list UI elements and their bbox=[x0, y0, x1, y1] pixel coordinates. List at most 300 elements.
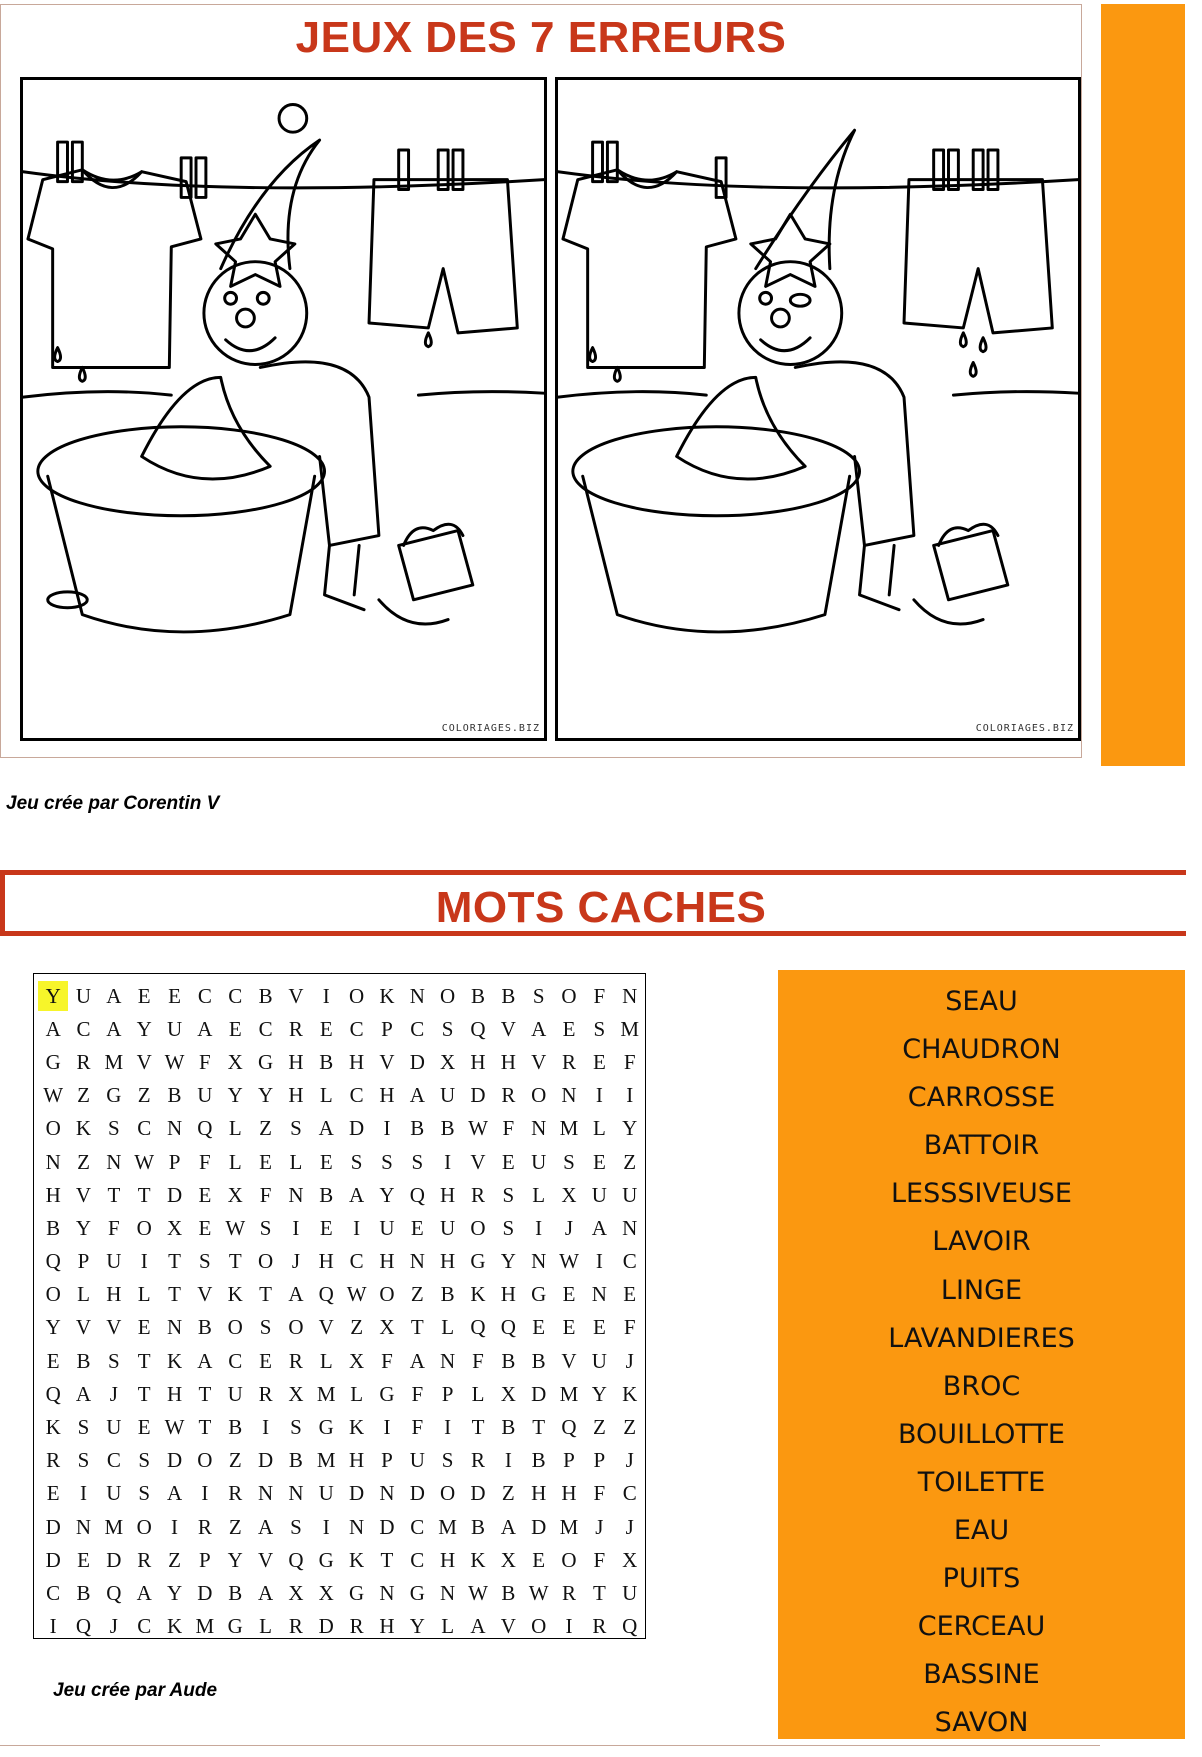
grid-cell[interactable]: S bbox=[441, 1016, 454, 1041]
grid-cell[interactable]: B bbox=[470, 1514, 485, 1539]
grid-cell[interactable]: E bbox=[46, 1481, 60, 1506]
grid-cell[interactable]: X bbox=[166, 1215, 183, 1240]
grid-cell[interactable]: Y bbox=[257, 1083, 274, 1108]
grid-cell[interactable]: H bbox=[440, 1547, 456, 1572]
grid-cell[interactable]: G bbox=[227, 1614, 243, 1639]
grid-cell[interactable]: I bbox=[444, 1415, 452, 1440]
grid-cell[interactable]: E bbox=[592, 1049, 606, 1074]
grid-cell[interactable]: E bbox=[168, 983, 181, 1008]
grid-cell[interactable]: B bbox=[288, 1448, 303, 1473]
grid-cell[interactable]: A bbox=[318, 1116, 334, 1141]
grid-cell[interactable]: E bbox=[319, 1016, 333, 1041]
grid-cell[interactable]: C bbox=[410, 1016, 425, 1041]
grid-cell[interactable]: G bbox=[45, 1049, 61, 1074]
grid-cell[interactable]: L bbox=[441, 1315, 455, 1340]
grid-cell[interactable]: E bbox=[501, 1149, 515, 1174]
grid-cell[interactable]: N bbox=[409, 983, 425, 1008]
grid-cell[interactable]: B bbox=[440, 1282, 455, 1307]
grid-cell[interactable]: N bbox=[106, 1149, 122, 1174]
grid-cell[interactable]: A bbox=[288, 1282, 304, 1307]
grid-cell[interactable]: I bbox=[292, 1215, 300, 1240]
grid-cell[interactable]: I bbox=[383, 1415, 391, 1440]
grid-cell[interactable]: B bbox=[228, 1415, 243, 1440]
grid-cell[interactable]: V bbox=[106, 1315, 122, 1340]
grid-cell[interactable]: X bbox=[379, 1315, 395, 1340]
grid-cell[interactable]: L bbox=[471, 1381, 485, 1406]
grid-cell[interactable]: L bbox=[77, 1282, 90, 1307]
grid-cell[interactable]: C bbox=[228, 983, 243, 1008]
grid-cell[interactable]: P bbox=[381, 1448, 393, 1473]
grid-cell[interactable]: I bbox=[201, 1481, 209, 1506]
grid-cell[interactable]: S bbox=[350, 1149, 363, 1174]
grid-cell[interactable]: B bbox=[76, 1580, 91, 1605]
grid-cell[interactable]: H bbox=[288, 1049, 304, 1074]
grid-cell[interactable]: B bbox=[197, 1315, 212, 1340]
grid-cell[interactable]: I bbox=[322, 1514, 330, 1539]
grid-cell[interactable]: P bbox=[199, 1547, 211, 1572]
grid-cell[interactable]: Z bbox=[410, 1282, 424, 1307]
grid-cell[interactable]: S bbox=[290, 1415, 302, 1440]
grid-cell[interactable]: Y bbox=[591, 1381, 607, 1406]
grid-cell[interactable]: I bbox=[262, 1415, 270, 1440]
grid-cell[interactable]: F bbox=[199, 1049, 211, 1074]
grid-cell[interactable]: Z bbox=[623, 1149, 637, 1174]
grid-cell[interactable]: H bbox=[561, 1481, 577, 1506]
grid-cell[interactable]: D bbox=[409, 1049, 425, 1074]
grid-cell[interactable]: A bbox=[591, 1215, 607, 1240]
grid-cell[interactable]: J bbox=[109, 1381, 118, 1406]
grid-cell[interactable]: T bbox=[168, 1282, 181, 1307]
grid-cell[interactable]: P bbox=[77, 1249, 90, 1274]
grid-cell[interactable]: K bbox=[166, 1614, 183, 1639]
grid-cell[interactable]: P bbox=[168, 1149, 181, 1174]
grid-cell[interactable]: V bbox=[470, 1149, 486, 1174]
grid-cell[interactable]: H bbox=[500, 1282, 516, 1307]
grid-cell[interactable]: N bbox=[257, 1481, 274, 1506]
grid-cell[interactable]: R bbox=[288, 1348, 303, 1373]
grid-cell[interactable]: A bbox=[257, 1514, 274, 1539]
grid-cell[interactable]: U bbox=[591, 1348, 607, 1373]
grid-cell[interactable]: R bbox=[592, 1614, 607, 1639]
grid-cell[interactable]: Q bbox=[197, 1116, 213, 1141]
grid-cell[interactable]: R bbox=[288, 1016, 303, 1041]
grid-cell[interactable]: M bbox=[438, 1514, 457, 1539]
grid-cell[interactable]: S bbox=[290, 1116, 302, 1141]
grid-cell[interactable]: C bbox=[410, 1547, 425, 1572]
grid-cell[interactable]: K bbox=[470, 1547, 486, 1572]
grid-cell[interactable]: U bbox=[75, 983, 92, 1008]
grid-cell[interactable]: Q bbox=[45, 1381, 61, 1406]
grid-cell[interactable]: G bbox=[318, 1547, 334, 1572]
grid-cell[interactable]: S bbox=[502, 1182, 515, 1207]
grid-cell[interactable]: X bbox=[622, 1547, 638, 1572]
grid-cell[interactable]: N bbox=[409, 1249, 425, 1274]
grid-cell[interactable]: T bbox=[380, 1547, 394, 1572]
grid-cell[interactable]: T bbox=[532, 1415, 546, 1440]
grid-cell[interactable]: I bbox=[140, 1249, 148, 1274]
grid-cell[interactable]: Y bbox=[166, 1580, 183, 1605]
grid-cell[interactable]: M bbox=[559, 1514, 579, 1539]
grid-cell[interactable]: A bbox=[197, 1348, 213, 1373]
grid-cell[interactable]: O bbox=[531, 1083, 547, 1108]
grid-cell[interactable]: V bbox=[136, 1049, 152, 1074]
grid-cell[interactable]: X bbox=[227, 1049, 243, 1074]
grid-cell[interactable]: K bbox=[75, 1116, 92, 1141]
grid-cell[interactable]: X bbox=[288, 1580, 304, 1605]
grid-cell[interactable]: Q bbox=[288, 1547, 304, 1572]
grid-cell[interactable]: J bbox=[595, 1514, 604, 1539]
grid-cell[interactable]: C bbox=[622, 1249, 637, 1274]
grid-cell[interactable]: M bbox=[104, 1514, 124, 1539]
grid-cell[interactable]: S bbox=[502, 1215, 515, 1240]
grid-cell[interactable]: N bbox=[379, 1481, 395, 1506]
grid-cell[interactable]: N bbox=[288, 1182, 304, 1207]
grid-cell[interactable]: X bbox=[561, 1182, 577, 1207]
grid-cell[interactable]: O bbox=[531, 1614, 547, 1639]
grid-cell[interactable]: W bbox=[528, 1580, 549, 1605]
grid-cell[interactable]: U bbox=[106, 1415, 122, 1440]
grid-cell[interactable]: N bbox=[561, 1083, 577, 1108]
grid-cell[interactable]: O bbox=[257, 1249, 274, 1274]
grid-cell[interactable]: R bbox=[228, 1481, 243, 1506]
grid-cell[interactable]: R bbox=[470, 1448, 485, 1473]
grid-cell[interactable]: S bbox=[259, 1315, 272, 1340]
grid-cell[interactable]: W bbox=[559, 1249, 579, 1274]
grid-cell[interactable]: Y bbox=[227, 1547, 243, 1572]
grid-cell[interactable]: E bbox=[562, 1016, 576, 1041]
grid-cell[interactable]: A bbox=[470, 1614, 486, 1639]
grid-cell[interactable]: A bbox=[409, 1348, 425, 1373]
grid-cell[interactable]: B bbox=[501, 983, 516, 1008]
grid-cell[interactable]: I bbox=[444, 1149, 452, 1174]
grid-cell[interactable]: N bbox=[531, 1116, 547, 1141]
grid-cell[interactable]: O bbox=[379, 1282, 395, 1307]
grid-cell[interactable]: Y bbox=[227, 1083, 243, 1108]
grid-cell[interactable]: B bbox=[167, 1083, 182, 1108]
grid-cell[interactable]: U bbox=[227, 1381, 243, 1406]
grid-cell[interactable]: R bbox=[349, 1614, 364, 1639]
grid-cell[interactable]: V bbox=[318, 1315, 334, 1340]
grid-cell[interactable]: H bbox=[106, 1282, 122, 1307]
grid-cell[interactable]: R bbox=[46, 1448, 61, 1473]
grid-cell[interactable]: N bbox=[288, 1481, 304, 1506]
grid-cell[interactable]: F bbox=[411, 1381, 424, 1406]
grid-cell[interactable]: R bbox=[197, 1514, 212, 1539]
grid-cell[interactable]: B bbox=[531, 1348, 546, 1373]
grid-cell[interactable]: N bbox=[440, 1580, 456, 1605]
grid-cell[interactable]: G bbox=[349, 1580, 365, 1605]
grid-cell[interactable]: Z bbox=[137, 1083, 151, 1108]
grid-cell[interactable]: Q bbox=[318, 1282, 334, 1307]
grid-cell[interactable]: V bbox=[75, 1315, 92, 1340]
grid-cell[interactable]: D bbox=[409, 1481, 425, 1506]
grid-cell[interactable]: Y bbox=[136, 1016, 152, 1041]
grid-cell[interactable]: E bbox=[46, 1348, 60, 1373]
grid-cell[interactable]: C bbox=[349, 1249, 364, 1274]
grid-cell[interactable]: L bbox=[289, 1149, 303, 1174]
grid-cell[interactable]: W bbox=[164, 1049, 185, 1074]
grid-cell[interactable]: A bbox=[106, 983, 122, 1008]
grid-cell[interactable]: R bbox=[76, 1049, 91, 1074]
grid-cell[interactable]: D bbox=[531, 1514, 547, 1539]
grid-cell[interactable]: F bbox=[411, 1415, 424, 1440]
grid-cell[interactable]: Y bbox=[409, 1614, 425, 1639]
grid-cell[interactable]: H bbox=[379, 1249, 395, 1274]
grid-cell[interactable]: O bbox=[45, 1116, 61, 1141]
grid-cell[interactable]: J bbox=[291, 1249, 301, 1274]
grid-cell[interactable]: A bbox=[136, 1580, 152, 1605]
grid-cell[interactable]: I bbox=[595, 1083, 603, 1108]
grid-cell[interactable]: C bbox=[137, 1614, 152, 1639]
grid-cell[interactable]: E bbox=[592, 1315, 606, 1340]
grid-cell[interactable]: R bbox=[137, 1547, 152, 1572]
grid-cell[interactable]: F bbox=[199, 1149, 211, 1174]
grid-cell[interactable]: D bbox=[349, 1116, 365, 1141]
grid-cell[interactable]: B bbox=[228, 1580, 243, 1605]
grid-cell[interactable]: O bbox=[136, 1514, 152, 1539]
grid-cell[interactable]: K bbox=[349, 1547, 365, 1572]
grid-cell[interactable]: Y bbox=[379, 1182, 395, 1207]
grid-cell[interactable]: O bbox=[45, 1282, 61, 1307]
grid-cell[interactable]: X bbox=[349, 1348, 365, 1373]
grid-cell[interactable]: D bbox=[45, 1514, 61, 1539]
grid-cell[interactable]: I bbox=[535, 1215, 543, 1240]
grid-cell[interactable]: T bbox=[228, 1249, 242, 1274]
grid-cell[interactable]: N bbox=[379, 1580, 395, 1605]
grid-cell[interactable]: D bbox=[197, 1580, 213, 1605]
grid-cell[interactable]: S bbox=[441, 1448, 454, 1473]
grid-cell[interactable]: N bbox=[45, 1149, 61, 1174]
grid-cell[interactable]: C bbox=[258, 1016, 273, 1041]
grid-cell[interactable]: D bbox=[531, 1381, 547, 1406]
grid-cell[interactable]: J bbox=[564, 1215, 574, 1240]
grid-cell[interactable]: I bbox=[565, 1614, 573, 1639]
grid-cell[interactable]: S bbox=[593, 1016, 606, 1041]
grid-cell[interactable]: D bbox=[379, 1514, 395, 1539]
grid-cell[interactable]: D bbox=[349, 1481, 365, 1506]
grid-cell[interactable]: Z bbox=[77, 1149, 90, 1174]
grid-cell[interactable]: D bbox=[257, 1448, 274, 1473]
grid-cell[interactable]: P bbox=[563, 1448, 575, 1473]
grid-cell[interactable]: A bbox=[197, 1016, 213, 1041]
grid-cell[interactable]: O bbox=[197, 1448, 213, 1473]
grid-cell[interactable]: Z bbox=[592, 1415, 606, 1440]
grid-cell[interactable]: E bbox=[77, 1547, 90, 1572]
grid-cell[interactable]: J bbox=[625, 1514, 634, 1539]
grid-cell[interactable]: V bbox=[257, 1547, 274, 1572]
grid-cell[interactable]: V bbox=[379, 1049, 395, 1074]
grid-cell[interactable]: U bbox=[197, 1083, 213, 1108]
grid-cell[interactable]: H bbox=[531, 1481, 547, 1506]
grid-cell[interactable]: F bbox=[381, 1348, 393, 1373]
grid-cell[interactable]: C bbox=[228, 1348, 243, 1373]
grid-cell[interactable]: G bbox=[409, 1580, 425, 1605]
grid-cell[interactable]: U bbox=[440, 1215, 456, 1240]
grid-cell[interactable]: W bbox=[225, 1215, 246, 1240]
grid-cell[interactable]: Q bbox=[409, 1182, 425, 1207]
grid-cell[interactable]: N bbox=[531, 1249, 547, 1274]
grid-cell[interactable]: L bbox=[441, 1614, 455, 1639]
grid-cell[interactable]: K bbox=[622, 1381, 638, 1406]
grid-cell[interactable]: C bbox=[46, 1580, 61, 1605]
grid-cell[interactable]: V bbox=[561, 1348, 577, 1373]
grid-cell[interactable]: T bbox=[592, 1580, 606, 1605]
grid-cell[interactable]: T bbox=[137, 1182, 151, 1207]
grid-cell[interactable]: Z bbox=[350, 1315, 364, 1340]
grid-cell[interactable]: H bbox=[288, 1083, 304, 1108]
grid-cell[interactable]: F bbox=[623, 1049, 636, 1074]
grid-cell[interactable]: B bbox=[319, 1049, 334, 1074]
grid-cell[interactable]: I bbox=[49, 1614, 57, 1639]
grid-cell[interactable]: H bbox=[45, 1182, 61, 1207]
grid-cell[interactable]: Z bbox=[623, 1415, 637, 1440]
grid-cell[interactable]: U bbox=[106, 1481, 122, 1506]
grid-cell[interactable]: U bbox=[622, 1580, 638, 1605]
grid-cell[interactable]: A bbox=[45, 1016, 61, 1041]
grid-cell[interactable]: Q bbox=[470, 1315, 486, 1340]
grid-cell[interactable]: B bbox=[76, 1348, 91, 1373]
grid-cell[interactable]: I bbox=[595, 1249, 603, 1274]
grid-cell-highlighted[interactable]: Y bbox=[38, 981, 68, 1011]
grid-cell[interactable]: S bbox=[259, 1215, 272, 1240]
grid-cell[interactable]: G bbox=[470, 1249, 486, 1274]
grid-cell[interactable]: N bbox=[591, 1282, 607, 1307]
grid-cell[interactable]: H bbox=[440, 1249, 456, 1274]
grid-cell[interactable]: A bbox=[106, 1016, 122, 1041]
grid-cell[interactable]: D bbox=[106, 1547, 122, 1572]
grid-cell[interactable]: E bbox=[592, 1149, 606, 1174]
grid-cell[interactable]: V bbox=[75, 1182, 92, 1207]
grid-cell[interactable]: X bbox=[440, 1049, 456, 1074]
grid-cell[interactable]: N bbox=[622, 983, 638, 1008]
grid-cell[interactable]: G bbox=[531, 1282, 547, 1307]
grid-cell[interactable]: A bbox=[349, 1182, 365, 1207]
grid-cell[interactable]: X bbox=[500, 1547, 516, 1572]
grid-cell[interactable]: N bbox=[75, 1514, 92, 1539]
grid-cell[interactable]: Y bbox=[75, 1215, 92, 1240]
grid-cell[interactable]: U bbox=[106, 1249, 122, 1274]
grid-cell[interactable]: N bbox=[440, 1348, 456, 1373]
grid-cell[interactable]: S bbox=[199, 1249, 211, 1274]
grid-cell[interactable]: Y bbox=[622, 1116, 638, 1141]
grid-cell[interactable]: D bbox=[166, 1182, 183, 1207]
grid-cell[interactable]: E bbox=[623, 1282, 637, 1307]
grid-cell[interactable]: S bbox=[290, 1514, 302, 1539]
grid-cell[interactable]: J bbox=[625, 1348, 634, 1373]
grid-cell[interactable]: C bbox=[106, 1448, 121, 1473]
grid-cell[interactable]: R bbox=[288, 1614, 303, 1639]
grid-cell[interactable]: Q bbox=[45, 1249, 61, 1274]
grid-cell[interactable]: V bbox=[500, 1016, 516, 1041]
grid-cell[interactable]: R bbox=[470, 1182, 485, 1207]
grid-cell[interactable]: I bbox=[353, 1215, 361, 1240]
grid-cell[interactable]: T bbox=[168, 1249, 181, 1274]
grid-cell[interactable]: D bbox=[318, 1614, 334, 1639]
grid-cell[interactable]: S bbox=[77, 1415, 90, 1440]
grid-cell[interactable]: T bbox=[410, 1315, 424, 1340]
grid-cell[interactable]: O bbox=[136, 1215, 152, 1240]
grid-cell[interactable]: Q bbox=[106, 1580, 122, 1605]
grid-cell[interactable]: Q bbox=[470, 1016, 486, 1041]
grid-cell[interactable]: O bbox=[470, 1215, 486, 1240]
grid-cell[interactable]: E bbox=[532, 1547, 546, 1572]
grid-cell[interactable]: V bbox=[197, 1282, 213, 1307]
grid-cell[interactable]: I bbox=[626, 1083, 634, 1108]
grid-cell[interactable]: A bbox=[531, 1016, 547, 1041]
grid-cell[interactable]: F bbox=[593, 1547, 606, 1572]
grid-cell[interactable]: M bbox=[559, 1116, 579, 1141]
grid-cell[interactable]: C bbox=[349, 1016, 364, 1041]
grid-cell[interactable]: E bbox=[137, 1415, 151, 1440]
grid-cell[interactable]: H bbox=[500, 1049, 516, 1074]
grid-cell[interactable]: B bbox=[501, 1348, 516, 1373]
grid-cell[interactable]: B bbox=[410, 1116, 425, 1141]
grid-cell[interactable]: C bbox=[137, 1116, 152, 1141]
grid-cell[interactable]: B bbox=[258, 983, 273, 1008]
grid-cell[interactable]: N bbox=[166, 1315, 183, 1340]
grid-cell[interactable]: F bbox=[108, 1215, 120, 1240]
grid-cell[interactable]: R bbox=[562, 1580, 577, 1605]
grid-cell[interactable]: E bbox=[319, 1215, 333, 1240]
grid-cell[interactable]: L bbox=[228, 1149, 242, 1174]
grid-cell[interactable]: W bbox=[43, 1083, 64, 1108]
grid-cell[interactable]: L bbox=[137, 1282, 151, 1307]
grid-cell[interactable]: O bbox=[561, 983, 577, 1008]
grid-cell[interactable]: E bbox=[198, 1182, 212, 1207]
grid-cell[interactable]: A bbox=[166, 1481, 183, 1506]
grid-cell[interactable]: Q bbox=[622, 1614, 638, 1639]
grid-cell[interactable]: X bbox=[500, 1381, 516, 1406]
grid-cell[interactable]: U bbox=[622, 1182, 638, 1207]
grid-cell[interactable]: Q bbox=[561, 1415, 577, 1440]
grid-cell[interactable]: C bbox=[349, 1083, 364, 1108]
grid-cell[interactable]: E bbox=[562, 1315, 576, 1340]
grid-cell[interactable]: B bbox=[440, 1116, 455, 1141]
grid-cell[interactable]: W bbox=[468, 1116, 488, 1141]
grid-cell[interactable]: R bbox=[562, 1049, 577, 1074]
grid-cell[interactable]: F bbox=[593, 983, 606, 1008]
grid-cell[interactable]: B bbox=[501, 1580, 516, 1605]
grid-cell[interactable]: A bbox=[500, 1514, 516, 1539]
grid-cell[interactable]: T bbox=[198, 1415, 212, 1440]
grid-cell[interactable]: C bbox=[76, 1016, 91, 1041]
grid-cell[interactable]: T bbox=[198, 1381, 212, 1406]
grid-cell[interactable]: G bbox=[106, 1083, 122, 1108]
grid-cell[interactable]: D bbox=[45, 1547, 61, 1572]
grid-cell[interactable]: S bbox=[563, 1149, 575, 1174]
grid-cell[interactable]: E bbox=[259, 1149, 272, 1174]
grid-cell[interactable]: T bbox=[137, 1348, 151, 1373]
grid-cell[interactable]: X bbox=[318, 1580, 334, 1605]
grid-cell[interactable]: Z bbox=[501, 1481, 515, 1506]
grid-cell[interactable]: H bbox=[379, 1083, 395, 1108]
grid-cell[interactable]: I bbox=[383, 1116, 391, 1141]
grid-cell[interactable]: H bbox=[349, 1448, 365, 1473]
grid-cell[interactable]: E bbox=[532, 1315, 546, 1340]
grid-cell[interactable]: H bbox=[470, 1049, 486, 1074]
grid-cell[interactable]: R bbox=[501, 1083, 516, 1108]
grid-cell[interactable]: E bbox=[228, 1016, 242, 1041]
grid-cell[interactable]: U bbox=[166, 1016, 183, 1041]
grid-cell[interactable]: O bbox=[440, 983, 456, 1008]
grid-cell[interactable]: K bbox=[470, 1282, 486, 1307]
grid-cell[interactable]: B bbox=[470, 983, 485, 1008]
grid-cell[interactable]: S bbox=[138, 1448, 151, 1473]
grid-cell[interactable]: U bbox=[318, 1481, 334, 1506]
grid-cell[interactable]: O bbox=[440, 1481, 456, 1506]
grid-cell[interactable]: S bbox=[77, 1448, 90, 1473]
grid-cell[interactable]: R bbox=[258, 1381, 273, 1406]
